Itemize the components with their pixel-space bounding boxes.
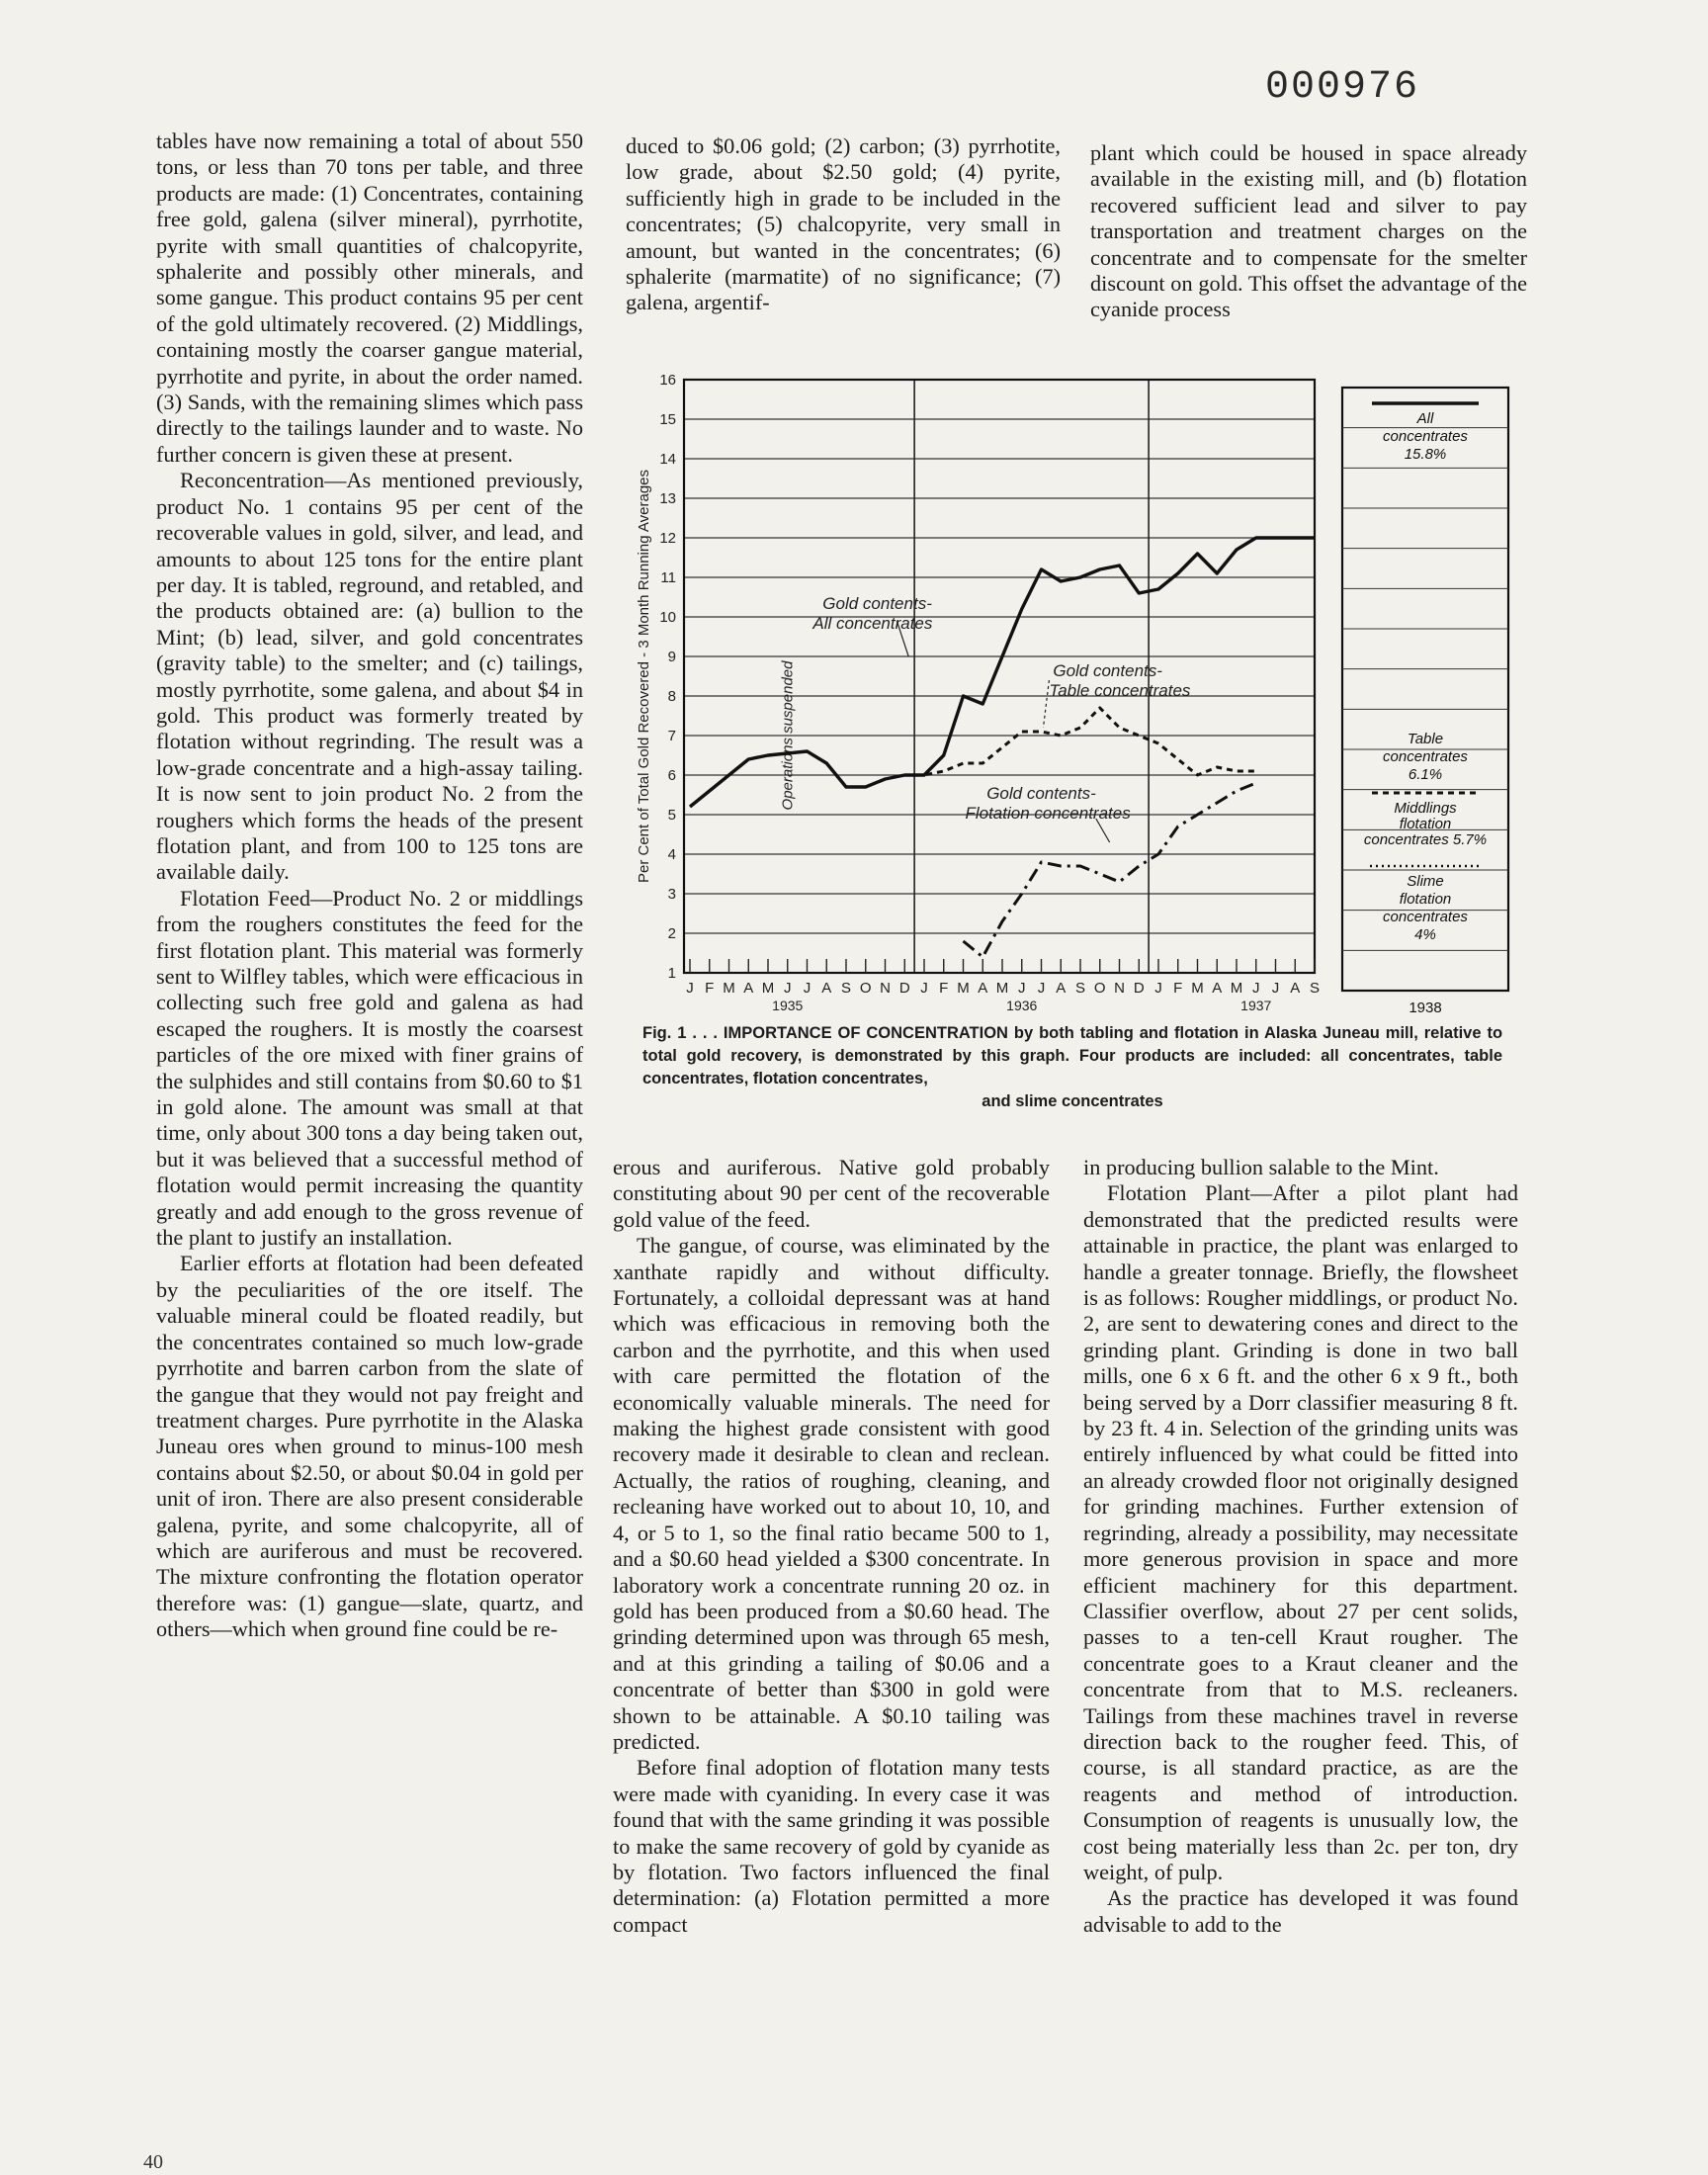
x-tick-label: M bbox=[957, 980, 970, 997]
paragraph-flotation-feed: Flotation Feed—Product No. 2 or middlings from the roughers constitutes the feed for the first flotation plant. This material was formerly sent to Wilfley tables, which were efficacious in collecting such free gold and galena as had escaped the roughers. It is mostly the coarsest particles of the ore mixed with finer grains of the sulphides and still contains from $0.60 to $1 in gold alone. The amount was small at that time, only about 300 tons a day being taken out, but it was believed that a successful method of flotation would permit increasing the quantity greatly and add enough to the gross revenue of the plant to justify an installation. bbox=[156, 885, 583, 1251]
x-tick-label: M bbox=[1191, 980, 1204, 997]
y-tick-label: 9 bbox=[667, 649, 676, 665]
figure-caption bbox=[642, 1022, 1502, 1113]
legend-text: concentrates 5.7% bbox=[1363, 831, 1488, 848]
x-tick-label: M bbox=[761, 980, 775, 997]
x-tick-label: M bbox=[1230, 980, 1243, 997]
x-tick-label: J bbox=[803, 980, 811, 997]
legend-1938 bbox=[1342, 388, 1508, 1016]
paragraph-flotation-plant: Flotation Plant—After a pilot plant had demonstrated that the predicted results were attainable in practice, the plant was enlarged to handle a greater tonnage. Briefly, the flowsheet is as follows: Rougher middlings, or product No. 2, are sent to dewatering cones and direct to the grinding plant. Grinding is done in two ball mills, one 6 x 6 ft. and the other 6 x 9 ft., both being served by a Dorr classifier measuring 8 ft. by 23 ft. 4 in. Selection of the grinding units was entirely influenced by what could be fitted into an already crowded floor not originally designed for grinding machines. Further extension of regrinding, already a possibility, may necessitate more generous provision in space and more efficient machinery for this department. Classifier overflow, about 27 per cent solids, passes to a ten-cell Kraut rougher. The concentrate goes to a Kraut cleaner and the concentrate from that to M.S. recleaners. Tailings from these machines travel in reverse direction back to the rougher feed. This, of course, is all standard practice, as are the reagents and method of introduction. Consumption of reagents is unusually low, the cost being materially less than 2c. per ton, dry weight, of pulp. bbox=[1083, 1180, 1518, 1884]
y-tick-label: 13 bbox=[659, 490, 676, 507]
legend-text: flotation bbox=[1399, 891, 1452, 908]
x-tick-label: N bbox=[880, 980, 891, 997]
x-tick-label: F bbox=[1173, 980, 1183, 997]
y-tick-label: 12 bbox=[659, 530, 676, 547]
x-tick-label: A bbox=[821, 980, 832, 997]
page-id: 000976 bbox=[1265, 65, 1420, 110]
y-tick-label: 8 bbox=[667, 688, 676, 705]
x-tick-label: J bbox=[686, 980, 694, 997]
paragraph: The gangue, of course, was eliminated by the xanthate rapidly and without difficulty. Fortunately, a colloidal depressant was at hand which was efficacious in removing both the carbon and the pyrrhotite, and this when used with care permitted the flotation of the economically valuable minerals. The need for making the highest grade consistent with good recovery made it desirable to clean and reclean. Actually, the ratios of roughing, cleaning, and recleaning have worked out to about 10, 10, and 4, or 5 to 1, so the final ratio became 500 to 1, and a $0.60 head yielded a $300 concentrate. In laboratory work a concentrate running 20 oz. in gold has been produced from a $0.60 head. The grinding determined upon was through 65 mesh, and at this grinding a tailing of $0.06 and a concentrate of better than $300 in gold were shown to be attainable. A $0.10 tailing was predicted. bbox=[613, 1233, 1050, 1754]
y-tick-label: 7 bbox=[667, 728, 676, 744]
annotation-flot-2: Flotation concentrates bbox=[965, 804, 1131, 823]
legend-text: Middlings bbox=[1394, 800, 1457, 817]
annotation-table-2: Table concentrates bbox=[1049, 681, 1191, 700]
x-tick-label: F bbox=[705, 980, 715, 997]
annotation-flot-1: Gold contents- bbox=[986, 784, 1096, 803]
y-axis-label: Per Cent of Total Gold Recovered - 3 Month Running Averages bbox=[636, 469, 652, 884]
caption-label: Fig. 1 . . . bbox=[642, 1024, 718, 1042]
operations-suspended-label: Operations suspended bbox=[779, 660, 797, 811]
x-tick-label: D bbox=[1133, 980, 1145, 997]
paragraph: tables have now remaining a total of about 550 tons, or less than 70 tons per table, and three products are made: (1) Concentrates, containing free gold, galena (silver mineral), pyrrhotite, pyrite with small quantities of chalcopyrite, sphalerite and possibly other minerals, and some gangue. This product contains 95 per cent of the gold ultimately recovered. (2) Middlings, containing mostly the coarser gangue material, pyrrhotite and pyrite, in about the order named. (3) Sands, with the remaining slimes which pass directly to the tailings launder and to waste. No further concern is given these at present. bbox=[156, 129, 583, 467]
x-tick-label: A bbox=[978, 980, 988, 997]
x-tick-label: M bbox=[995, 980, 1009, 997]
x-tick-label: J bbox=[1252, 980, 1260, 997]
x-tick-label: O bbox=[1093, 980, 1106, 997]
x-tick-label: A bbox=[1212, 980, 1223, 997]
paragraph: As the practice has developed it was found advisable to add to the bbox=[1083, 1885, 1518, 1937]
year-label: 1937 bbox=[1240, 998, 1272, 1013]
year-label: 1935 bbox=[772, 998, 804, 1013]
x-tick-label: N bbox=[1114, 980, 1125, 997]
legend-text: Slime bbox=[1407, 873, 1444, 890]
legend-text: concentrates bbox=[1383, 909, 1468, 925]
x-tick-label: O bbox=[859, 980, 872, 997]
left-column bbox=[156, 129, 583, 1643]
x-tick-label: M bbox=[723, 980, 735, 997]
paragraph-reconcentration: Reconcentration—As mentioned previously, product No. 1 contains 95 per cent of the recoverable values in gold, silver, and lead, and amounts to about 125 tons for the entire plant per day. It is tabled, reground, and retabled, and the products obtained are: (a) bullion to the Mint; (b) lead, silver, and gold concentrates (gravity table) to the smelter; and (c) tailings, mostly pyrrhotite, some galena, and about $4 in gold. This product was formerly treated by flotation without regrinding. The result was a low-grade concentrate and a high-assay tailing. It is now sent to join product No. 2 from the roughers which forms the heads of the present flotation plant, and from 100 to 125 tons are available daily. bbox=[156, 468, 583, 885]
x-tick-label: J bbox=[1018, 980, 1026, 997]
annotation-table-1: Gold contents- bbox=[1053, 661, 1162, 680]
y-tick-label: 16 bbox=[659, 374, 676, 389]
legend-year-label: 1938 bbox=[1409, 1000, 1442, 1016]
legend-text: 6.1% bbox=[1408, 766, 1443, 783]
x-tick-label: A bbox=[743, 980, 754, 997]
annotation-pointer bbox=[1043, 680, 1049, 728]
x-tick-label: S bbox=[1309, 980, 1321, 997]
y-tick-label: 2 bbox=[667, 925, 676, 942]
paragraph: Earlier efforts at flotation had been defeated by the peculiarities of the ore itself. The valuable mineral could be floated readily, but the concentrates contained so much low-grade pyrrhotite and barren carbon from the slate of the gangue that they would not pay freight and treatment charges. Pure pyrrhotite in the Alaska Juneau ores when ground to minus-100 mesh contains about $2.50, or about $0.04 in gold per unit of iron. There are also present considerable galena, pyrite, and some chalcopyrite, all of which are auriferous and must be recovered. The mixture confronting the flotation operator therefore was: (1) gangue—slate, quartz, and others—which when ground fine could be re- bbox=[156, 1251, 583, 1642]
y-tick-label: 14 bbox=[659, 451, 676, 468]
page-folio: 40 bbox=[143, 2151, 163, 2173]
legend-text: Table bbox=[1407, 731, 1444, 747]
y-tick-label: 10 bbox=[659, 609, 676, 626]
paragraph: in producing bullion salable to the Mint. bbox=[1083, 1155, 1439, 1179]
x-tick-label: F bbox=[939, 980, 949, 997]
x-tick-label: J bbox=[784, 980, 792, 997]
year-label: 1936 bbox=[1006, 998, 1038, 1013]
y-tick-label: 11 bbox=[660, 569, 676, 586]
chart-figure bbox=[623, 374, 1512, 1125]
legend-text: concentrates bbox=[1383, 428, 1468, 445]
middle-bottom-text bbox=[613, 1155, 1050, 1938]
y-tick-label: 15 bbox=[659, 411, 676, 428]
paragraph: Before final adoption of flotation many tests were made with cyaniding. In every case it was found that with the same grinding it was possible to make the same recovery of gold by cyanide as by flotation. Two factors influenced the final determination: (a) Flotation permitted a more compact bbox=[613, 1755, 1050, 1937]
caption-last: and slime concentrates bbox=[982, 1092, 1163, 1110]
x-tick-label: J bbox=[1037, 980, 1046, 997]
plot-frame bbox=[684, 380, 1315, 973]
right-bottom-text bbox=[1083, 1155, 1518, 1938]
legend-text: flotation bbox=[1399, 816, 1452, 832]
legend-text: All bbox=[1416, 410, 1434, 427]
x-tick-label: S bbox=[1074, 980, 1086, 997]
legend-text: 4% bbox=[1414, 926, 1436, 943]
y-tick-label: 1 bbox=[667, 965, 676, 982]
y-tick-label: 4 bbox=[667, 846, 676, 863]
y-tick-label: 5 bbox=[667, 807, 676, 824]
x-tick-label: A bbox=[1290, 980, 1301, 997]
annotation-all-2: All concentrates bbox=[812, 614, 933, 633]
y-tick-label: 6 bbox=[667, 767, 676, 784]
x-tick-label: A bbox=[1056, 980, 1067, 997]
main-chart bbox=[636, 374, 1320, 1013]
paragraph: erous and auriferous. Native gold probably constituting about 90 per cent of the recoverable gold value of the feed. bbox=[613, 1155, 1050, 1232]
paragraph: plant which could be housed in space already available in the existing mill, and (b) flotation recovered sufficient lead and silver to pay transportation and treatment charges on the concentrate and to compensate for the smelter discount on gold. This offset the advantage of the cyanide process bbox=[1090, 140, 1527, 322]
paragraph: duced to $0.06 gold; (2) carbon; (3) pyrrhotite, low grade, about $2.50 gold; (4) pyrite, sufficiently high in grade to be included in the concentrates; (5) chalcopyrite, very small in amount, but wanted in the concentrates; (6) sphalerite (marmatite) of no significance; (7) galena, argentif- bbox=[626, 133, 1061, 315]
right-top-text bbox=[1090, 140, 1527, 323]
y-tick-label: 3 bbox=[667, 886, 676, 903]
annotation-all-1: Gold contents- bbox=[822, 594, 932, 613]
legend-text: 15.8% bbox=[1404, 446, 1447, 463]
x-tick-label: D bbox=[898, 980, 910, 997]
x-tick-label: J bbox=[1154, 980, 1162, 997]
caption-title: IMPORTANCE OF CONCENTRATION bbox=[723, 1024, 1008, 1042]
x-tick-label: J bbox=[1271, 980, 1280, 997]
middle-top-text bbox=[626, 133, 1061, 316]
legend-text: concentrates bbox=[1383, 748, 1468, 765]
x-tick-label: S bbox=[840, 980, 852, 997]
caption-text: by both tabling and flotation in Alaska Juneau mill, relative to total gold recovery, is demonstrated by this graph. Four products are included: all concentrates, table concentrates, flotation concentrates, bbox=[642, 1024, 1503, 1088]
x-tick-label: J bbox=[920, 980, 928, 997]
